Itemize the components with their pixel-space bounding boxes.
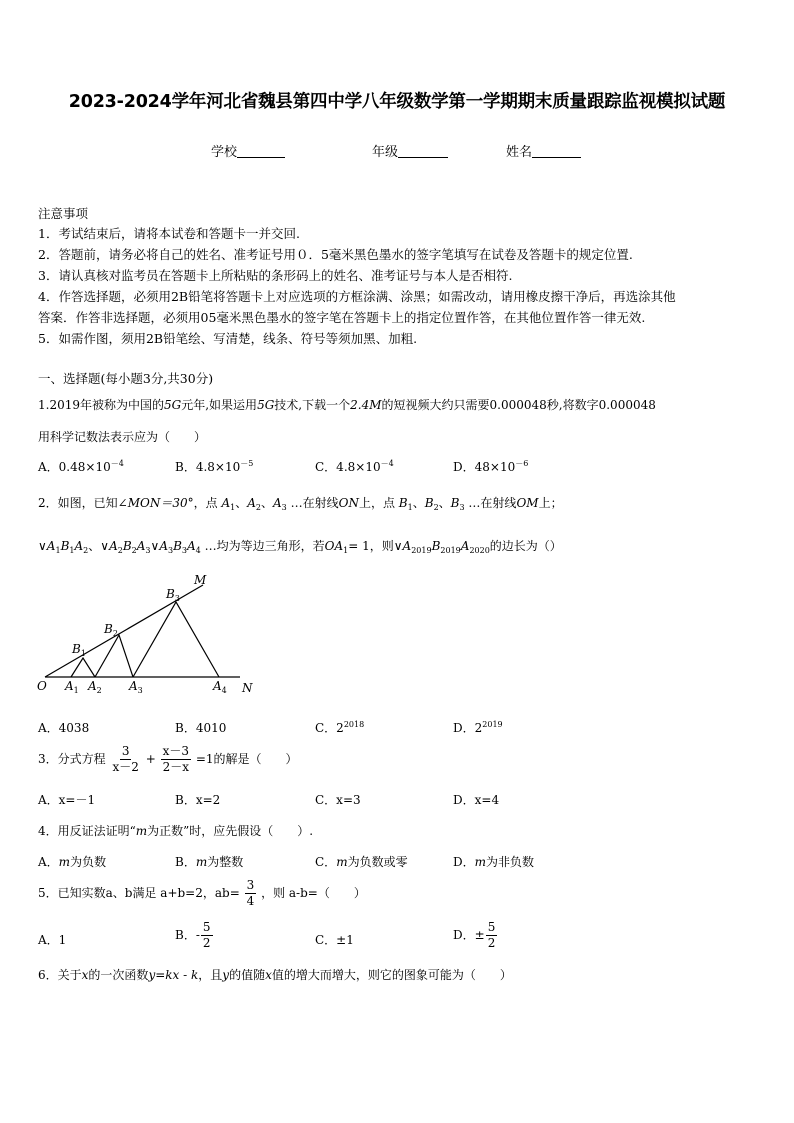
triangle-1: [71, 658, 95, 677]
label-m: M: [194, 573, 207, 587]
label-a2: $A_2$: [88, 679, 102, 695]
notes-heading: 注意事项: [38, 206, 89, 221]
q4-option-b[interactable]: B．m为整数: [175, 855, 244, 869]
label-a3: $A_3$: [129, 679, 143, 695]
q2-stem-line2: $\vee A_1B_1A_2$、$\vee A_2B_2A_3\vee A_3B_3A_4$ …均为等边三角形，若$OA_1= 1$，则$\vee A_{2019}B_{2019}A_{2020}$的边长为（）: [38, 539, 562, 555]
q1-option-c[interactable]: C．$4.8\times 10^{-4}$: [315, 459, 394, 474]
q5-option-a[interactable]: A．1: [38, 933, 67, 947]
triangle-figure: [35, 572, 265, 700]
q3-fraction-2: $\frac{x-3}{2-x}$: [162, 744, 189, 774]
exam-title: 2023-2024学年河北省魏县第四中学八年级数学第一学期期末质量跟踪监视模拟试题: [68, 92, 726, 112]
q3-option-d[interactable]: D．x=4: [453, 793, 500, 807]
q2-option-d[interactable]: D．$2^{2019}$: [453, 720, 503, 735]
q5-option-d[interactable]: D．± $\frac{5}{2}$: [453, 920, 496, 950]
triangle-2: [95, 635, 133, 677]
q1-stem-line1: 1.2019年被称为中国的5G元年,如果运用5G技术,下载一个2.4M的短视频大约只需要0.000048秒,将数字0.000048: [38, 398, 656, 412]
q4-option-c[interactable]: C．m为负数或零: [315, 855, 408, 869]
label-b1: $B_1$: [72, 642, 86, 658]
label-b2: $B_2$: [104, 622, 118, 638]
label-a4: $A_4$: [213, 679, 227, 695]
grade-field: [372, 141, 448, 160]
q1-option-a[interactable]: A．$0.48\times 10^{-4}$: [38, 459, 124, 474]
q2-option-b[interactable]: B．4010: [175, 721, 227, 735]
q3-option-b[interactable]: B．x=2: [175, 793, 221, 807]
grade-blank[interactable]: [398, 144, 448, 158]
name-blank[interactable]: [532, 144, 581, 158]
school-field: [211, 141, 285, 160]
q5-fraction: $\frac{3}{4}$: [246, 878, 255, 908]
q3-fraction-1: $\frac{3}{x-2}$: [112, 744, 139, 774]
note-item: 4．作答选择题，必须用2B铅笔将答题卡上对应选项的方框涂满、涂黑；如需改动，请用橡皮擦干净后，再选涂其他: [38, 289, 676, 304]
q5-option-c[interactable]: C．±1: [315, 933, 354, 947]
q3-option-a[interactable]: A．x=－1: [38, 793, 96, 807]
q4-stem: 4．用反证法证明“m为正数”时，应先假设（ ）.: [38, 824, 314, 838]
school-label: 学校: [211, 145, 238, 160]
q4-option-a[interactable]: A．m为负数: [38, 855, 107, 869]
grade-label: 年级: [372, 145, 399, 160]
q2-option-c[interactable]: C．$2^{2018}$: [315, 720, 365, 735]
q1-option-d[interactable]: D．$48\times 10^{-6}$: [453, 459, 529, 474]
note-item: 3．请认真核对监考员在答题卡上所粘贴的条形码上的姓名、准考证号与本人是否相符.: [38, 268, 513, 283]
label-o: O: [37, 679, 47, 693]
label-b3: $B_3$: [166, 587, 180, 603]
triangle-3: [133, 602, 219, 677]
note-item: 答案．作答非选择题，必须用05毫米黑色墨水的签字笔在答题卡上的指定位置作答，在其他位置作答一律无效.: [38, 310, 646, 325]
note-item: 5．如需作图，须用2B铅笔绘、写清楚，线条、符号等须加黑、加粗.: [38, 331, 418, 346]
triangle-figure-svg: [35, 572, 265, 700]
section-heading: 一、选择题(每小题3分,共30分): [38, 371, 214, 386]
q5-stem: 5．已知实数a、b满足 a+b=2，ab= $\frac{3}{4}$ ，则 a-b=（ ）: [38, 878, 366, 908]
q2-option-a[interactable]: A．4038: [38, 721, 90, 735]
q5-option-b[interactable]: B．- $\frac{5}{2}$: [175, 920, 211, 950]
name-field: [506, 141, 581, 160]
name-label: 姓名: [506, 145, 533, 160]
school-blank[interactable]: [237, 144, 285, 158]
q1-option-b[interactable]: B．$4.8\times 10^{-5}$: [175, 459, 254, 474]
label-a1: $A_1$: [65, 679, 79, 695]
q1-stem-line2: 用科学记数法表示应为（ ）: [38, 430, 207, 444]
q2-stem-line1: 2．如图，已知∠MON＝30°，点 $A_1$、$A_2$、$A_3$ …在射线ON上，点 $B_1$、$B_2$、$B_3$ …在射线OM上；: [38, 496, 563, 512]
q3-stem: 3．分式方程 $\frac{3}{x-2}$ + $\frac{x-3}{2-x}$ =1的解是（ ）: [38, 744, 298, 774]
q6-stem: 6．关于x的一次函数y=kx - k，且y的值随x值的增大而增大，则它的图象可能为（ ）: [38, 968, 512, 982]
note-item: 2．答题前，请务必将自己的姓名、准考证号用０．5毫米黑色墨水的签字笔填写在试卷及答题卡的规定位置.: [38, 247, 633, 262]
q3-option-c[interactable]: C．x=3: [315, 793, 361, 807]
label-n: N: [242, 681, 253, 695]
note-item: 1．考试结束后，请将本试卷和答题卡一并交回.: [38, 226, 300, 241]
q4-option-d[interactable]: D．m为非负数: [453, 855, 535, 869]
